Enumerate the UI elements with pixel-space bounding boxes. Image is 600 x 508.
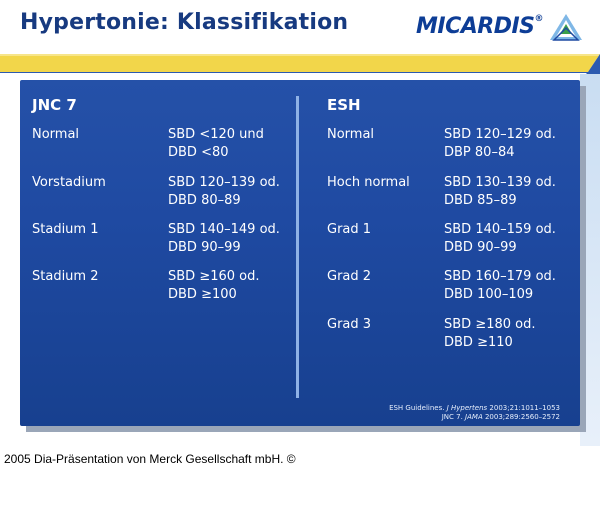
logo-wordmark: MICARDIS® [416, 14, 543, 39]
decorative-band [0, 54, 600, 74]
jnc7-label-stadium2: Stadium 2 [32, 269, 99, 284]
copyright-footer: 2005 Dia-Präsentation von Merck Gesellschaft mbH. © [4, 452, 296, 466]
logo-triangle-icon [548, 12, 584, 42]
value-line: DBD ≥100 [168, 287, 237, 302]
value-line: DBD 90–99 [168, 240, 241, 255]
slide-title: Hypertonie: Klassifikation [20, 10, 349, 35]
value-line: DBD <80 [168, 145, 229, 160]
esh-value-hoch-normal [444, 174, 556, 210]
esh-heading: ESH [327, 96, 361, 114]
value-line: SBD 160–179 od. [444, 269, 556, 284]
jnc7-heading: JNC 7 [32, 96, 77, 114]
esh-label-grad2: Grad 2 [327, 269, 372, 284]
jnc7-value-stadium1 [168, 221, 280, 257]
value-line: DBD 80–89 [168, 193, 241, 208]
reference-esh: ESH Guidelines. J Hypertens 2003;21:1011–1053 [389, 404, 560, 412]
esh-value-grad2 [444, 268, 556, 304]
value-line: DBP 80–84 [444, 145, 515, 160]
esh-label-grad1: Grad 1 [327, 222, 372, 237]
jnc7-value-stadium2 [168, 268, 260, 304]
esh-value-grad3 [444, 316, 536, 352]
value-line: SBD <120 und [168, 127, 264, 142]
esh-value-normal [444, 126, 556, 162]
esh-label-normal: Normal [327, 127, 375, 142]
esh-label-grad3: Grad 3 [327, 317, 372, 332]
esh-label-hoch-normal: Hoch normal [327, 175, 410, 190]
value-line: DBD 90–99 [444, 240, 517, 255]
value-line: SBD ≥160 od. [168, 269, 260, 284]
jnc7-label-normal: Normal [32, 127, 80, 142]
references [360, 404, 560, 422]
value-line: SBD 140–149 od. [168, 222, 280, 237]
column-divider [296, 96, 299, 398]
jnc7-label-vorstadium: Vorstadium [32, 175, 106, 190]
reference-jnc7: JNC 7. JAMA 2003;289:2560–2572 [441, 413, 560, 421]
value-line: SBD ≥180 od. [444, 317, 536, 332]
value-line: SBD 120–129 od. [444, 127, 556, 142]
value-line: DBD 100–109 [444, 287, 534, 302]
value-line: DBD 85–89 [444, 193, 517, 208]
value-line: DBD ≥110 [444, 335, 513, 350]
value-line: SBD 120–139 od. [168, 175, 280, 190]
jnc7-value-vorstadium [168, 174, 280, 210]
jnc7-value-normal [168, 126, 264, 162]
jnc7-label-stadium1: Stadium 1 [32, 222, 99, 237]
value-line: SBD 140–159 od. [444, 222, 556, 237]
micardis-logo [416, 12, 586, 44]
esh-value-grad1 [444, 221, 556, 257]
value-line: SBD 130–139 od. [444, 175, 556, 190]
